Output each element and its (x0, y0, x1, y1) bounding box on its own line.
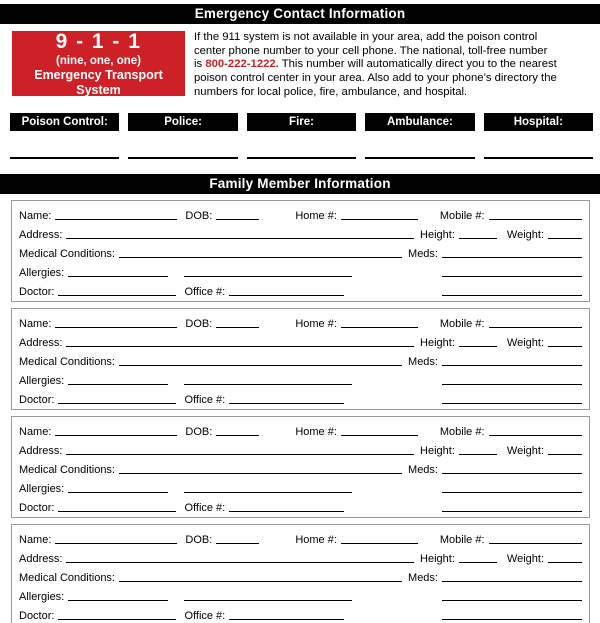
meds-label: Meds: (408, 463, 438, 476)
meds-overflow-line[interactable] (442, 600, 582, 601)
address-label: Address: (19, 336, 63, 349)
intro-line-3-before: is (194, 58, 206, 71)
dob-line[interactable] (216, 219, 259, 220)
height-label: Height: (420, 444, 455, 457)
family-member-card (11, 200, 590, 302)
emergency-contact-section-title: Emergency Contact Information (0, 4, 600, 24)
poison-control-phone-number: 800-222-1222. (205, 58, 279, 71)
name-line[interactable] (55, 327, 177, 328)
ambulance-line[interactable] (365, 157, 474, 159)
doctor-row (19, 389, 582, 408)
intro-text (194, 31, 557, 100)
police-label: Police: (128, 113, 237, 131)
mobile-phone-line[interactable] (489, 543, 582, 544)
911-caption: Emergency Transport System (34, 67, 163, 97)
mobile-phone-label: Mobile #: (439, 533, 485, 546)
allergies-label: Allergies: (19, 590, 65, 603)
dob-label: DOB: (185, 317, 213, 330)
name-label: Name: (19, 425, 52, 438)
meds-line[interactable] (442, 581, 582, 582)
mobile-phone-line[interactable] (489, 435, 582, 436)
doctor-label: Doctor: (19, 609, 55, 622)
home-phone-label: Home #: (295, 425, 337, 438)
name-row (19, 529, 582, 548)
medical-conditions-line[interactable] (119, 257, 402, 258)
allergies-label: Allergies: (19, 374, 65, 387)
medical-row (19, 243, 582, 262)
family-member-card (11, 416, 590, 518)
dob-line[interactable] (216, 327, 259, 328)
home-phone-line[interactable] (341, 327, 418, 328)
allergies-row (19, 586, 582, 605)
top-section (12, 31, 592, 100)
office-phone-line[interactable] (229, 619, 344, 620)
meds-line[interactable] (442, 365, 582, 366)
hospital-label: Hospital: (484, 113, 593, 131)
office-phone-line[interactable] (229, 403, 344, 404)
meds-overflow-line-2[interactable] (442, 295, 582, 296)
address-line[interactable] (66, 562, 414, 563)
height-label: Height: (420, 336, 455, 349)
weight-label: Weight: (506, 444, 544, 457)
medical-conditions-line[interactable] (119, 473, 402, 474)
address-label: Address: (19, 228, 63, 241)
height-line[interactable] (459, 562, 497, 563)
dob-label: DOB: (185, 425, 213, 438)
mobile-phone-label: Mobile #: (439, 209, 485, 222)
911-number: 9 - 1 - 1 (55, 29, 142, 53)
mobile-phone-line[interactable] (489, 219, 582, 220)
medical-row (19, 567, 582, 586)
contact-col-hospital (484, 113, 593, 159)
hospital-line[interactable] (484, 157, 593, 159)
weight-line[interactable] (548, 238, 582, 239)
allergies-line[interactable] (68, 276, 168, 277)
home-phone-line[interactable] (341, 543, 418, 544)
meds-overflow-line[interactable] (442, 276, 582, 277)
address-line[interactable] (66, 238, 414, 239)
meds-label: Meds: (408, 247, 438, 260)
doctor-line[interactable] (58, 619, 176, 620)
office-phone-label: Office #: (184, 501, 226, 514)
dob-label: DOB: (185, 209, 213, 222)
intro-line-3 (194, 58, 557, 72)
allergies-line[interactable] (68, 600, 168, 601)
meds-label: Meds: (408, 355, 438, 368)
poison-control-line[interactable] (10, 157, 119, 159)
intro-line-2: center phone number to your cell phone. The national, toll-free number (194, 44, 548, 57)
medical-conditions-label: Medical Conditions: (19, 355, 115, 368)
doctor-label: Doctor: (19, 285, 55, 298)
meds-line[interactable] (442, 257, 582, 258)
name-row (19, 421, 582, 440)
doctor-line[interactable] (58, 403, 176, 404)
home-phone-line[interactable] (341, 435, 418, 436)
address-row (19, 440, 582, 459)
doctor-line[interactable] (58, 295, 176, 296)
medical-row (19, 351, 582, 370)
family-member-card (11, 308, 590, 410)
meds-overflow-line[interactable] (442, 492, 582, 493)
address-row (19, 332, 582, 351)
poison-control-label: Poison Control: (10, 113, 119, 131)
intro-line-3-after: This number will automatically direct you to the nearest (278, 58, 557, 71)
office-phone-label: Office #: (184, 285, 226, 298)
police-line[interactable] (128, 157, 237, 159)
allergies-overflow-line[interactable] (184, 384, 352, 385)
ambulance-label: Ambulance: (365, 113, 474, 131)
doctor-label: Doctor: (19, 393, 55, 406)
medical-conditions-label: Medical Conditions: (19, 463, 115, 476)
address-label: Address: (19, 444, 63, 457)
name-label: Name: (19, 209, 52, 222)
address-line[interactable] (66, 454, 414, 455)
medical-conditions-line[interactable] (119, 365, 402, 366)
office-phone-label: Office #: (184, 393, 226, 406)
medical-row (19, 459, 582, 478)
allergies-line[interactable] (68, 384, 168, 385)
weight-line[interactable] (548, 454, 582, 455)
home-phone-label: Home #: (295, 533, 337, 546)
doctor-row (19, 281, 582, 300)
name-label: Name: (19, 317, 52, 330)
allergies-row (19, 262, 582, 281)
allergies-line[interactable] (68, 492, 168, 493)
allergies-overflow-line[interactable] (184, 600, 352, 601)
address-row (19, 224, 582, 243)
mobile-phone-label: Mobile #: (439, 425, 485, 438)
home-phone-line[interactable] (341, 219, 418, 220)
911-phonetic: (nine, one, one) (56, 54, 141, 67)
address-row (19, 548, 582, 567)
name-line[interactable] (55, 219, 177, 220)
height-line[interactable] (459, 346, 497, 347)
medical-conditions-label: Medical Conditions: (19, 571, 115, 584)
allergies-label: Allergies: (19, 482, 65, 495)
doctor-row (19, 497, 582, 516)
height-line[interactable] (459, 238, 497, 239)
dob-line[interactable] (216, 543, 259, 544)
name-line[interactable] (55, 435, 177, 436)
fire-line[interactable] (247, 157, 356, 159)
medical-conditions-line[interactable] (119, 581, 402, 582)
office-phone-line[interactable] (229, 295, 344, 296)
dob-label: DOB: (185, 533, 213, 546)
height-line[interactable] (459, 454, 497, 455)
allergies-row (19, 370, 582, 389)
home-phone-label: Home #: (295, 317, 337, 330)
office-phone-line[interactable] (229, 511, 344, 512)
dob-line[interactable] (216, 435, 259, 436)
address-label: Address: (19, 552, 63, 565)
meds-overflow-line[interactable] (442, 384, 582, 385)
weight-label: Weight: (506, 552, 544, 565)
family-member-card (11, 524, 590, 623)
meds-line[interactable] (442, 473, 582, 474)
emergency-contacts-row (10, 113, 593, 159)
meds-overflow-line-2[interactable] (442, 619, 582, 620)
fire-label: Fire: (247, 113, 356, 131)
weight-label: Weight: (506, 336, 544, 349)
meds-overflow-line-2[interactable] (442, 511, 582, 512)
family-member-section-title: Family Member Information (0, 174, 600, 194)
height-label: Height: (420, 228, 455, 241)
meds-label: Meds: (408, 571, 438, 584)
height-label: Height: (420, 552, 455, 565)
name-row (19, 313, 582, 332)
allergies-row (19, 478, 582, 497)
address-line[interactable] (66, 346, 414, 347)
name-row (19, 205, 582, 224)
office-phone-label: Office #: (184, 609, 226, 622)
contact-col-police (128, 113, 237, 159)
doctor-line[interactable] (58, 511, 176, 512)
medical-conditions-label: Medical Conditions: (19, 247, 115, 260)
home-phone-label: Home #: (295, 209, 337, 222)
name-label: Name: (19, 533, 52, 546)
contact-col-ambulance (365, 113, 474, 159)
meds-overflow-line-2[interactable] (442, 403, 582, 404)
name-line[interactable] (55, 543, 177, 544)
intro-line-4: poison control center in your area. Also add to your phone’s directory the (194, 72, 557, 85)
mobile-phone-label: Mobile #: (439, 317, 485, 330)
weight-label: Weight: (506, 228, 544, 241)
doctor-label: Doctor: (19, 501, 55, 514)
intro-line-1: If the 911 system is not available in your area, add the poison control (194, 31, 538, 43)
mobile-phone-line[interactable] (489, 327, 582, 328)
weight-line[interactable] (548, 562, 582, 563)
contact-col-fire (247, 113, 356, 159)
doctor-row (19, 605, 582, 623)
allergies-overflow-line[interactable] (184, 276, 352, 277)
weight-line[interactable] (548, 346, 582, 347)
911-banner (12, 31, 185, 96)
allergies-overflow-line[interactable] (184, 492, 352, 493)
allergies-label: Allergies: (19, 266, 65, 279)
intro-line-5: numbers for local police, fire, ambulance, and hospital. (194, 85, 468, 98)
contact-col-poison-control (10, 113, 119, 159)
